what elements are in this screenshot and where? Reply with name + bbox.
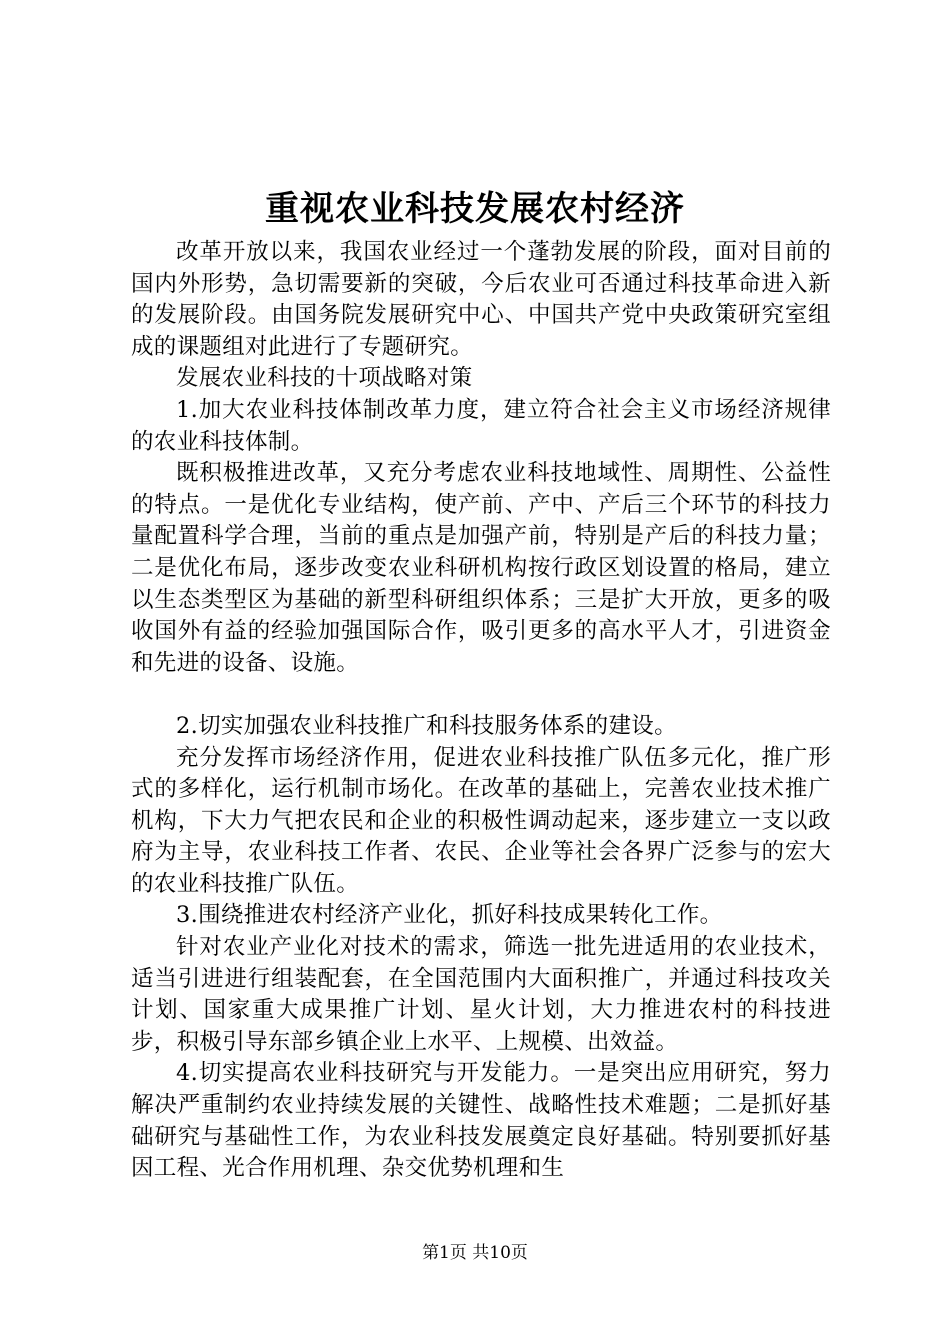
page-number-footer: 第1页 共10页 (422, 1243, 528, 1263)
document-title: 重视农业科技发展农村经济 (265, 189, 685, 229)
paragraph-section-heading: 发展农业科技的十项战略对策 (176, 365, 473, 392)
paragraph-item-1-detail: 既积极推进改革，又充分考虑农业科技地域性、周期性、公益性的特点。一是优化专业结构，使产前、产中、产后三个环节的科技力量配置科学合理，当前的重点是加强产前，特别是产后的科技力量；二是优化布局，逐步改变农业科研机构按行政区划设置的格局，建立以生态类型区为基础的新型科研组织体系；三是扩大开放，更多的吸收国外有益的经验加强国际合作，吸引更多的高水平人才，引进资金和先进的设备、设施。 (131, 460, 831, 676)
paragraph-intro: 改革开放以来，我国农业经过一个蓬勃发展的阶段，面对目前的国内外形势，急切需要新的突破，今后农业可否通过科技革命进入新的发展阶段。由国务院发展研究中心、中国共产党中央政策研究室组成的课题组对此进行了专题研究。 (131, 239, 831, 360)
document-body (131, 237, 831, 1185)
paragraph-item-2-detail: 充分发挥市场经济作用，促进农业科技推广队伍多元化，推广形式的多样化，运行机制市场化。在改革的基础上，完善农业技术推广机构，下大力气把农民和企业的积极性调动起来，逐步建立一支以政府为主导，农业科技工作者、农民、企业等社会各界广泛参与的宏大的农业科技推广队伍。 (131, 744, 831, 897)
paragraph-item-3: 3.围绕推进农村经济产业化，抓好科技成果转化工作。 (176, 902, 723, 929)
paragraph-item-3-detail: 针对农业产业化对技术的需求，筛选一批先进适用的农业技术，适当引进进行组装配套，在全国范围内大面积推广，并通过科技攻关计划、国家重大成果推广计划、星火计划，大力推进农村的科技进步，积极引导东部乡镇企业上水平、上规模、出效益。 (131, 934, 831, 1055)
paragraph-item-2: 2.切实加强农业科技推广和科技服务体系的建设。 (176, 712, 677, 739)
paragraph-item-4: 4.切实提高农业科技研究与开发能力。一是突出应用研究，努力解决严重制约农业持续发展的关键性、战略性技术难题；二是抓好基础研究与基础性工作，为农业科技发展奠定良好基础。特别要抓好基因工程、光合作用机理、杂交优势机理和生 (131, 1060, 831, 1182)
paragraph-item-1: 1.加大农业科技体制改革力度，建立符合社会主义市场经济规律的农业科技体制。 (131, 396, 831, 455)
paragraph-spacer (131, 679, 831, 711)
